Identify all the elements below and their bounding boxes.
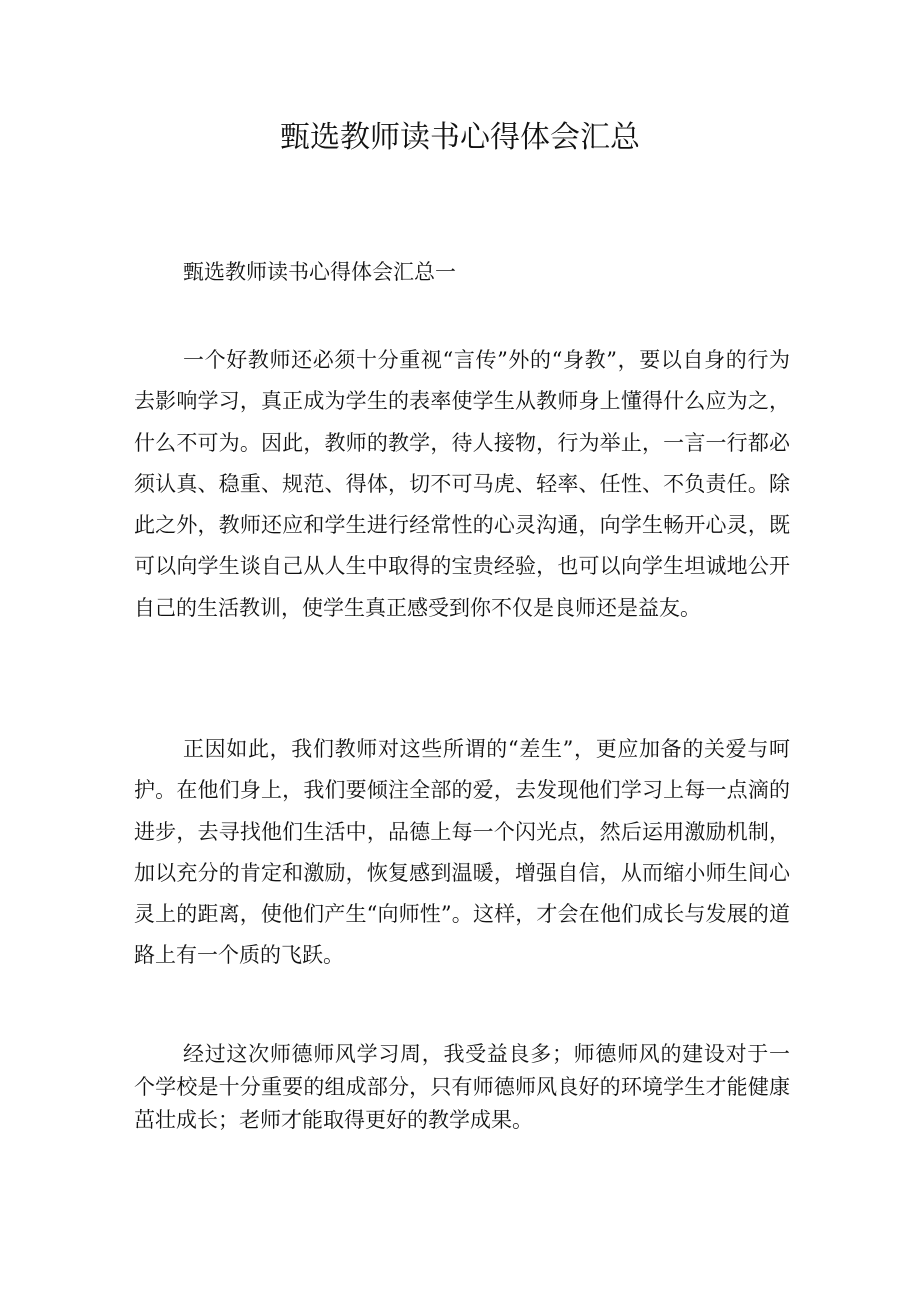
section-heading: 甄选教师读书心得体会汇总一 [183, 260, 456, 284]
document-title: 甄选教师读书心得体会汇总 [280, 120, 640, 155]
body-paragraph: 经过这次师德师风学习周，我受益良多；师德师风的建设对于一个学校是十分重要的组成部分，只有师德师风良好的环境学生才能健康茁壮成长；老师才能取得更好的教学成果。 [134, 1042, 790, 1132]
body-paragraph: 正因如此，我们教师对这些所谓的“差生”，更应加备的关爱与呵护。在他们身上，我们要倾注全部的爱，去发现他们学习上每一点滴的进步，去寻找他们生活中，品德上每一个闪光点，然后运用激励机制，加以充分的肯定和激励，恢复感到温暖，增强自信，从而缩小师生间心灵上的距离，使他们产生“向师性”。这样，才会在他们成长与发展的道路上有一个质的飞跃。 [134, 737, 790, 968]
body-paragraph: 一个好教师还必须十分重视“言传”外的“身教”，要以自身的行为去影响学习，真正成为学生的表率使学生从教师身上懂得什么应为之，什么不可为。因此，教师的教学，待人接物，行为举止，一言一行都必须认真、稳重、规范、得体，切不可马虎、轻率、任性、不负责任。除此之外，教师还应和学生进行经常性的心灵沟通，向学生畅开心灵，既可以向学生谈自己从人生中取得的宝贵经验，也可以向学生坦诚地公开自己的生活教训，使学生真正感受到你不仅是良师还是益友。 [134, 348, 790, 620]
